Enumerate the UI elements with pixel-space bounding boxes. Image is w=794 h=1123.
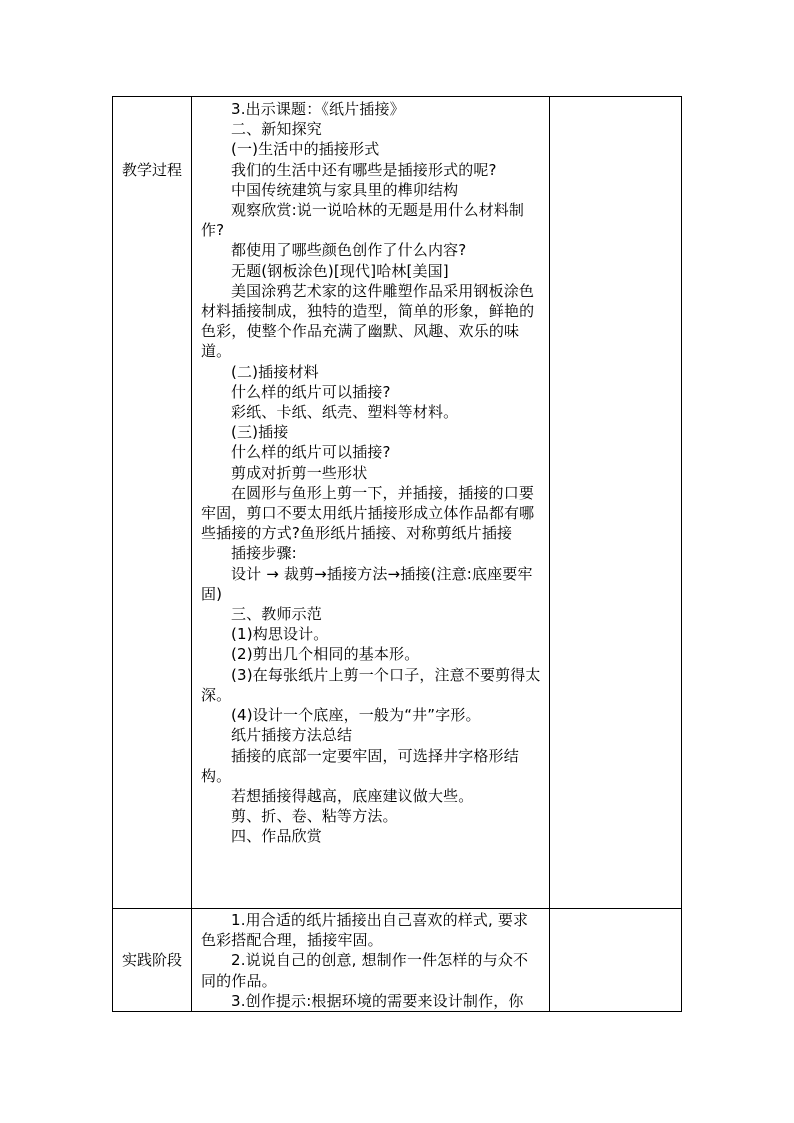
stage-label-cell (113, 909, 192, 1012)
paragraph: 三、教师示范 (231, 605, 322, 624)
table-row-practice-stage (113, 909, 682, 1012)
paragraph: 2.说说自己的创意, 想制作一件怎样的与众不同的作品。 (201, 951, 529, 990)
process-content-cell (192, 97, 550, 909)
paragraph: 插接步骤: (231, 544, 297, 563)
stage-label: 实践阶段 (121, 951, 182, 969)
paragraph: 我们的生活中还有哪些是插接形式的呢? (231, 160, 497, 179)
paragraph: (三)插接 (231, 423, 289, 442)
paragraph: 剪、折、卷、粘等方法。 (231, 807, 398, 826)
paragraph: 观察欣赏:说一说哈林的无题是用什么材料制作? (201, 201, 525, 240)
paragraph: 什么样的纸片可以插接? (231, 443, 391, 462)
paragraph: 彩纸、卡纸、纸壳、塑料等材料。 (231, 403, 459, 422)
paragraph: 二、新知探究 (231, 120, 322, 139)
paragraph: 无题(钢板涂色)[现代]哈林[美国] (231, 261, 449, 280)
paragraph: (一)生活中的插接形式 (231, 140, 380, 159)
paragraph: (4)设计一个底座，一般为“井”字形。 (231, 706, 481, 725)
lesson-plan-table (112, 96, 682, 1012)
paragraph: 四、作品欣赏 (231, 827, 322, 846)
paragraph: 设计 → 裁剪→插接方法→插接(注意:底座要牢固) (201, 564, 533, 603)
paragraph: (2)剪出几个相同的基本形。 (231, 645, 420, 664)
paragraph: (3)在每张纸片上剪一个口子，注意不要剪得太深。 (201, 665, 541, 704)
paragraph: 3.创作提示:根据环境的需要来设计制作，你 (231, 991, 524, 1010)
paragraph: 纸片插接方法总结 (231, 726, 353, 745)
paragraph: 插接的底部一定要牢固，可选择井字格形结构。 (201, 746, 519, 785)
paragraph: 3.出示课题：《纸片插接》 (231, 100, 405, 118)
notes-cell (550, 909, 682, 1012)
paragraph: 剪成对折剪一些形状 (231, 463, 368, 482)
stage-label: 教学过程 (121, 161, 182, 179)
paragraph: 都使用了哪些颜色创作了什么内容? (231, 241, 467, 260)
table-row-teaching-process (113, 97, 682, 909)
paragraph: (1)构思设计。 (231, 625, 329, 644)
paragraph: 1.用合适的纸片插接出自己喜欢的样式, 要求色彩搭配合理，插接牢固。 (201, 911, 529, 950)
paragraph: 美国涂鸦艺术家的这件雕塑作品采用钢板涂色材料插接制成，独特的造型，简单的形象，鲜艳的色彩，使整个作品充满了幽默、风趣、欢乐的味道。 (201, 281, 535, 361)
paragraph: 中国传统建筑与家具里的榫卯结构 (231, 180, 459, 199)
stage-label-cell (113, 97, 192, 909)
paragraph: (二)插接材料 (231, 362, 319, 381)
paragraph: 在圆形与鱼形上剪一下，并插接，插接的口要牢固，剪口不要太用纸片插接形成立体作品都有哪些插接的方式?鱼形纸片插接、对称剪纸片插接 (201, 483, 535, 543)
notes-cell (550, 97, 682, 909)
practice-content-cell (192, 909, 550, 1012)
paragraph: 什么样的纸片可以插接? (231, 382, 391, 401)
paragraph: 若想插接得越高，底座建议做大些。 (231, 786, 474, 805)
